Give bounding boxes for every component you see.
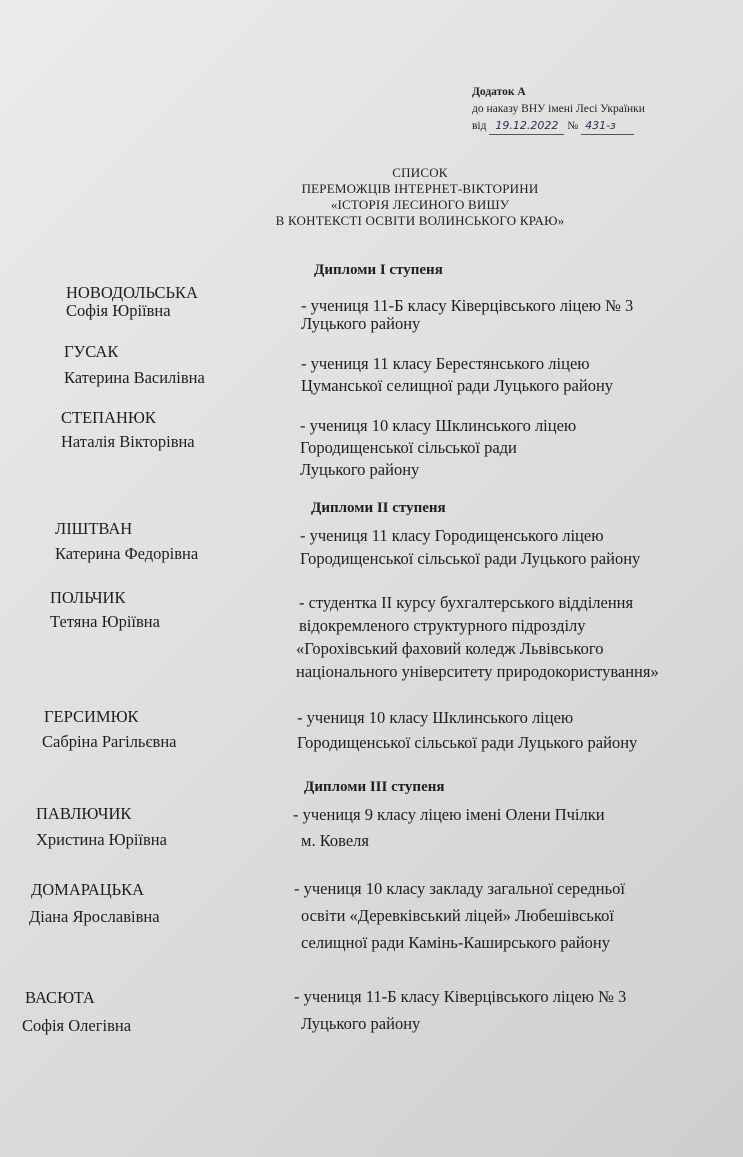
section-title-2: Дипломи ІІ ступеня: [311, 500, 446, 516]
appendix-title: Додаток А: [472, 86, 526, 98]
winner-given-name: Сабріна Рагільєвна: [42, 732, 177, 751]
heading-line-4: В КОНТЕКСТІ ОСВІТИ ВОЛИНСЬКОГО КРАЮ»: [275, 213, 565, 228]
appendix-date-line: [472, 118, 634, 135]
winner-given-name: Наталія Вікторівна: [61, 432, 195, 451]
winner-description-line: Луцького району: [301, 314, 421, 333]
winner-given-name: Катерина Василівна: [64, 368, 205, 387]
number-value: 431-з: [581, 118, 634, 135]
date-value: 19.12.2022: [489, 118, 564, 135]
winner-given-name: Христина Юріївна: [36, 830, 167, 849]
winner-surname: НОВОДОЛЬСЬКА: [66, 283, 198, 302]
winner-given-name: Тетяна Юріївна: [50, 612, 160, 631]
section-title-1: Дипломи І ступеня: [314, 262, 443, 278]
winner-surname: ПАВЛЮЧИК: [36, 804, 132, 823]
winner-description-line: Городищенської сільської ради Луцького району: [300, 549, 641, 568]
winner-description-line: Городищенської сільської ради: [300, 438, 517, 457]
winner-description-line: - учениця 11-Б класу Ківерцівського ліцею № 3: [301, 296, 634, 315]
winner-description-line: - учениця 10 класу закладу загальної середньої: [294, 879, 625, 898]
winner-surname: ГУСАК: [64, 342, 119, 361]
heading-line-1: СПИСОК: [392, 165, 448, 180]
winner-description-line: - учениця 11-Б класу Ківерцівського ліцею № 3: [294, 987, 627, 1006]
winner-description-line: Луцького району: [300, 460, 420, 479]
winner-description-line: Городищенської сільської ради Луцького району: [297, 733, 638, 752]
winner-surname: ВАСЮТА: [25, 988, 95, 1007]
winner-given-name: Софія Олегівна: [22, 1016, 132, 1035]
winner-given-name: Катерина Федорівна: [55, 544, 199, 563]
winner-description-line: «Горохівський фаховий коледж Львівського: [296, 639, 604, 658]
winner-description-line: - учениця 10 класу Шклинського ліцею: [300, 416, 577, 435]
winner-description-line: Луцького району: [301, 1014, 421, 1033]
winner-description-line: відокремленого структурного підрозділу: [299, 616, 586, 635]
winner-surname: СТЕПАНЮК: [61, 408, 156, 427]
section-title-3: Дипломи ІІІ ступеня: [304, 779, 445, 795]
winner-given-name: Діана Ярославівна: [29, 907, 160, 926]
winner-surname: ГЕРСИМЮК: [44, 707, 139, 726]
date-label: від: [472, 120, 487, 132]
winner-description-line: - студентка ІІ курсу бухгалтерського відділення: [299, 593, 634, 612]
heading-line-2: ПЕРЕМОЖЦІВ ІНТЕРНЕТ-ВІКТОРИНИ: [301, 181, 539, 196]
winner-description-line: селищної ради Камінь-Каширського району: [301, 933, 610, 952]
winner-surname: ЛІШТВАН: [55, 519, 133, 538]
winner-description-line: національного університету природокористування»: [296, 662, 659, 681]
winner-description-line: м. Ковеля: [301, 831, 369, 850]
winner-description-line: освіти «Деревківський ліцей» Любешівської: [301, 906, 614, 925]
winner-description-line: - учениця 10 класу Шклинського ліцею: [297, 708, 574, 727]
number-label: №: [567, 120, 579, 132]
winner-surname: ДОМАРАЦЬКА: [31, 880, 145, 899]
winner-description-line: - учениця 11 класу Берестянського ліцею: [301, 354, 590, 373]
heading-line-3: «ІСТОРІЯ ЛЕСИНОГО ВИШУ: [330, 197, 510, 212]
winner-given-name: Софія Юріївна: [66, 301, 171, 320]
winner-description-line: - учениця 11 класу Городищенського ліцею: [300, 526, 604, 545]
winner-description-line: Цуманської селищної ради Луцького району: [301, 376, 614, 395]
winner-description-line: - учениця 9 класу ліцею імені Олени Пчілки: [293, 805, 605, 824]
appendix-order-line: до наказу ВНУ імені Лесі Українки: [472, 103, 645, 115]
winner-surname: ПОЛЬЧИК: [50, 588, 126, 607]
